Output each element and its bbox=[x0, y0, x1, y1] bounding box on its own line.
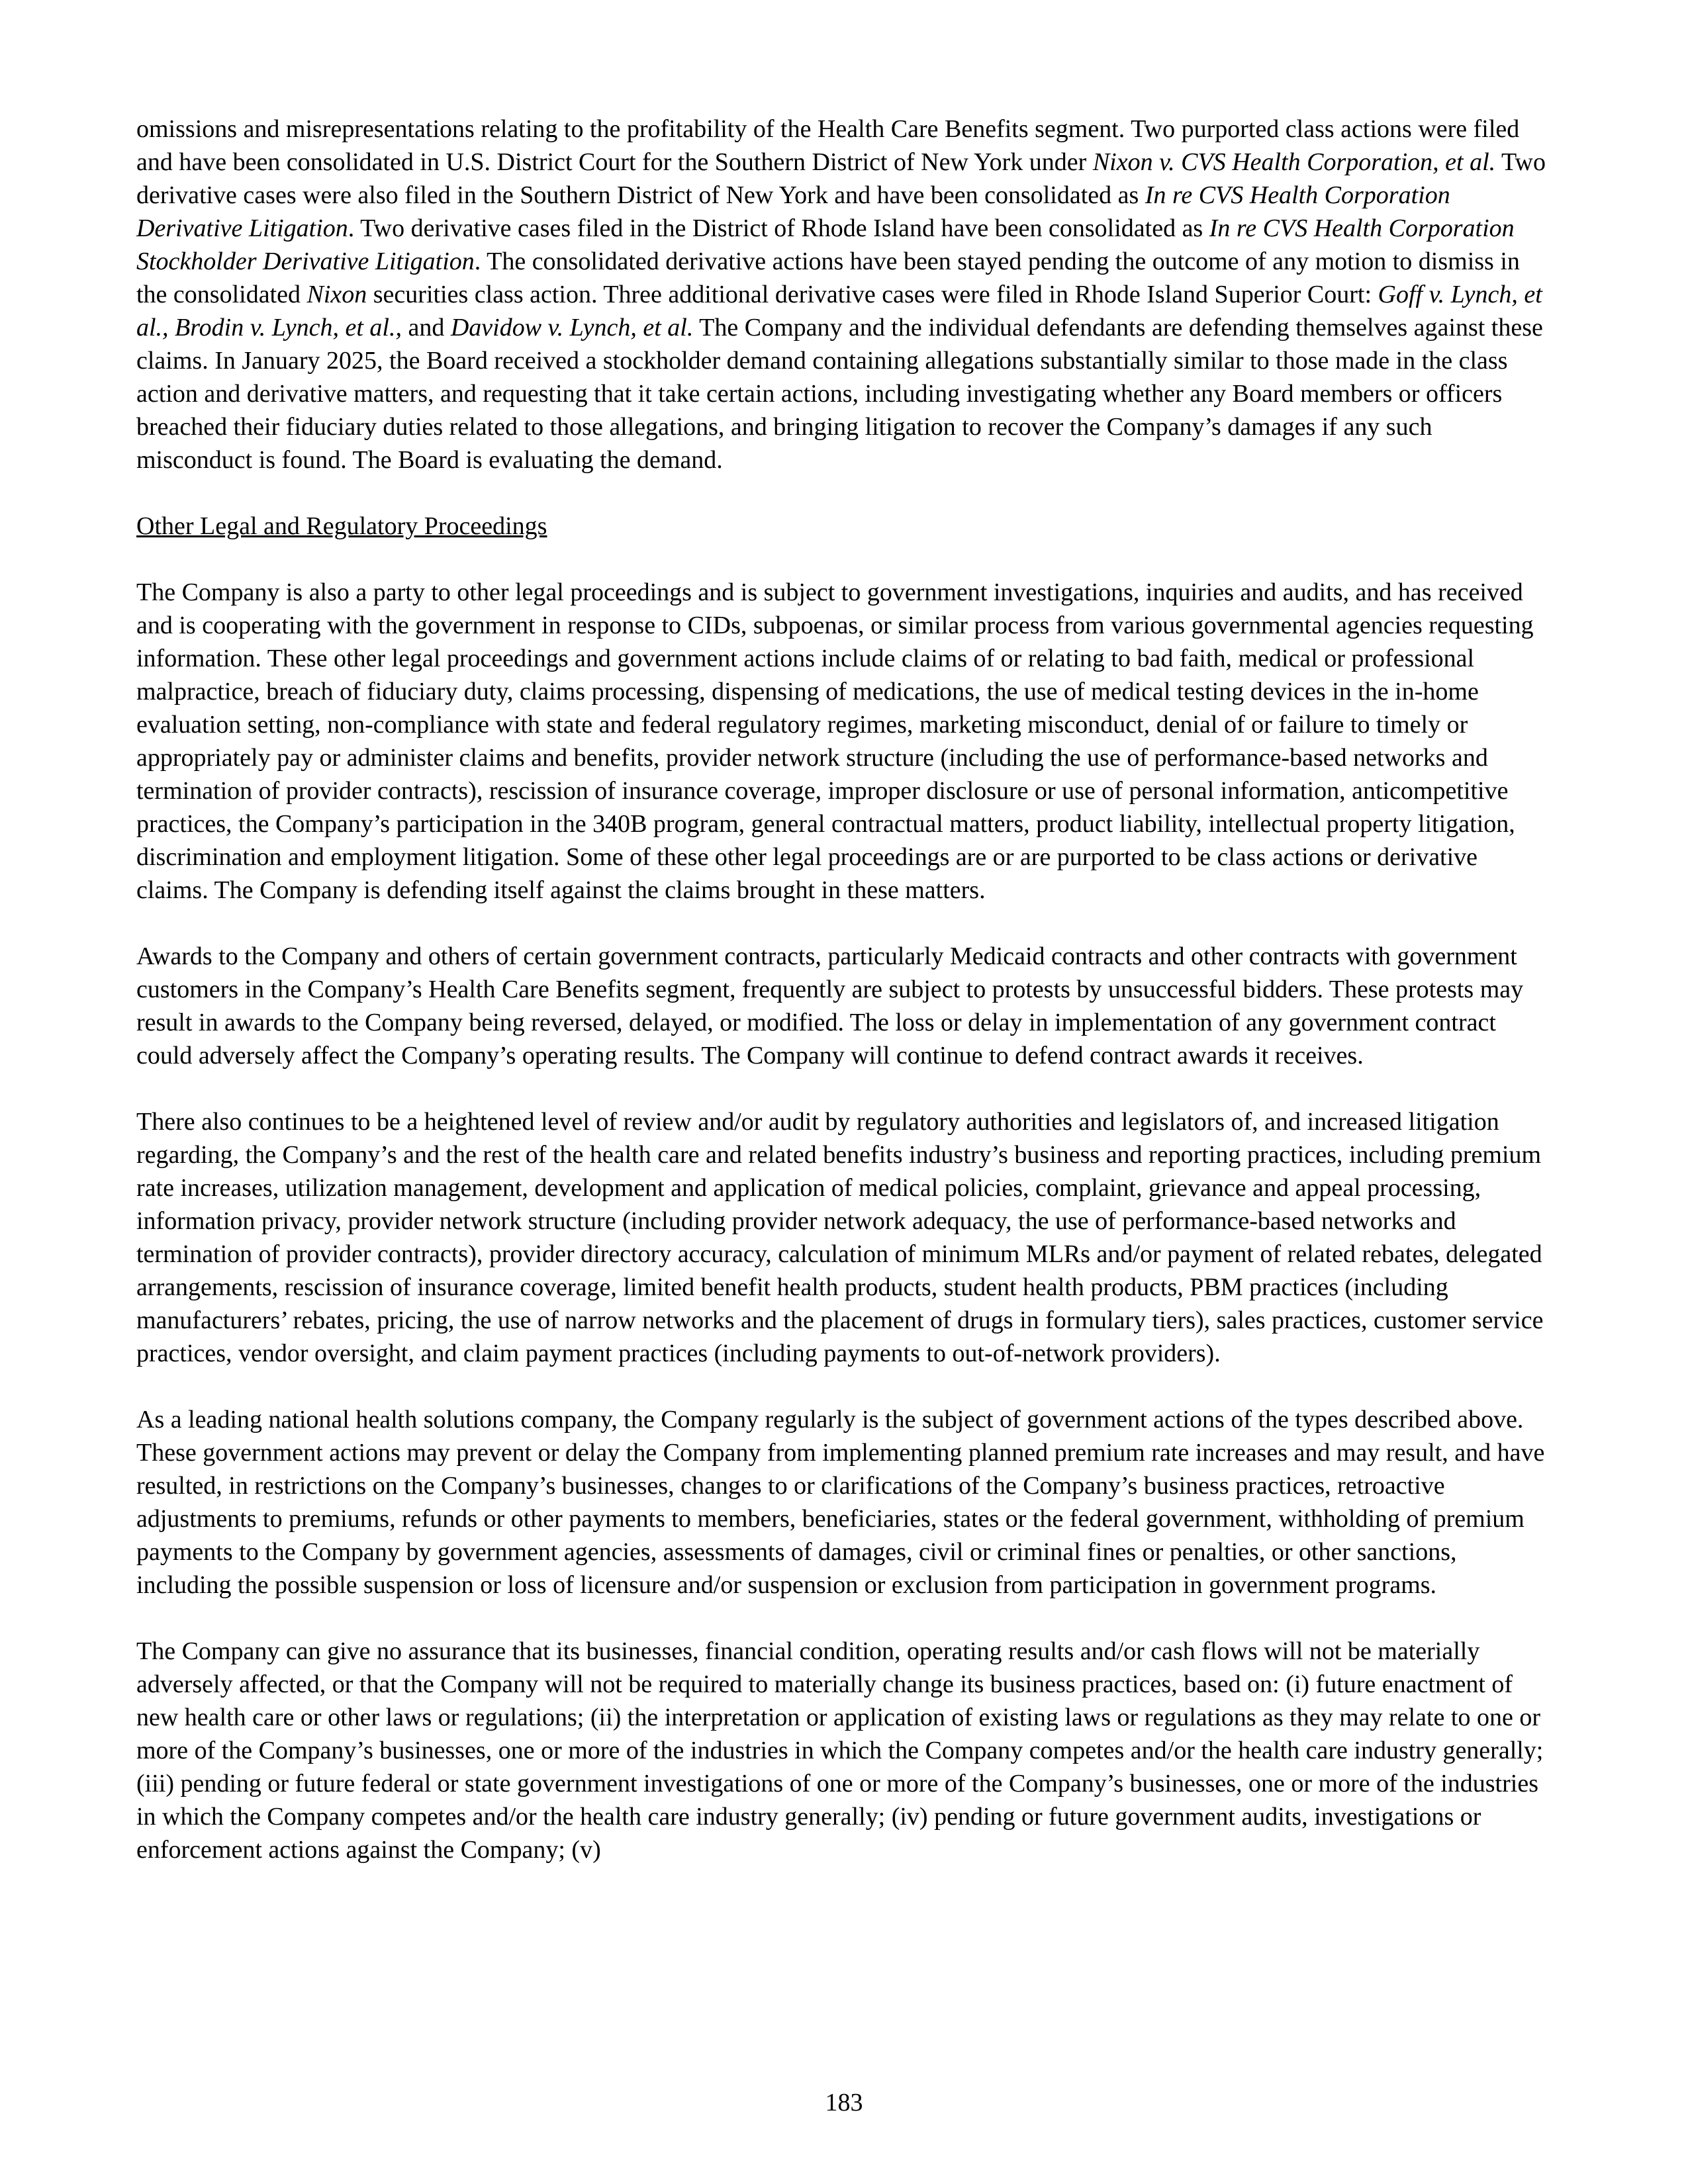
paragraph-contract-awards: Awards to the Company and others of certain government contracts, particularly Medicaid contracts and other contracts with government customers in the Company’s Health Care Benefits segment, frequently are subject to protests by unsuccessful bidders. These protests may result in awards to the Company being reversed, delayed, or modified. The loss or delay in implementation of any government contract could adversely affect the Company’s operating results. The Company will continue to defend contract awards it receives. bbox=[136, 942, 1524, 1069]
document-body bbox=[136, 113, 1553, 1899]
paragraph-government-actions: As a leading national health solutions company, the Company regularly is the subject of government actions of the types described above. These government actions may prevent or delay the Company from implementing planned premium rate increases and may result, and have resulted, in restrictions on the Company’s businesses, changes to or clarifications of the Company’s business practices, retroactive adjustments to premiums, refunds or other payments to members, beneficiaries, states or the federal government, withholding of premium payments to the Company by government agencies, assessments of damages, civil or criminal fines or penalties, or other sanctions, including the possible suspension or loss of licensure and/or suspension or exclusion from participation in government programs. bbox=[136, 1406, 1545, 1599]
case-name-nixon: Nixon v. CVS Health Corporation, et al. bbox=[1092, 148, 1496, 176]
text-run: and bbox=[401, 314, 451, 341]
case-name-davidow: Davidow v. Lynch, et al. bbox=[450, 314, 694, 341]
text-run: Two derivative cases were also filed in the Southern District of New York and have been consolidated as bbox=[136, 148, 1546, 209]
text-run: securities class action. Three additional derivative cases were filed in Rhode Island Superior Court: bbox=[367, 281, 1378, 308]
case-name-nixon-short: Nixon bbox=[306, 281, 367, 308]
case-names-goff-brodin: Goff v. Lynch, et al., Brodin v. Lynch, et al., bbox=[136, 281, 1542, 341]
paragraph-other-proceedings: The Company is also a party to other legal proceedings and is subject to government investigations, inquiries and audits, and has received and is cooperating with the government in response to CIDs, subpoenas, or similar process from various governmental agencies requesting information. These other legal proceedings and government actions include claims of or relating to bad faith, medical or professional malpractice, breach of fiduciary duty, claims processing, dispensing of medications, the use of medical testing devices in the in-home evaluation setting, non-compliance with state and federal regulatory regimes, marketing misconduct, denial of or failure to timely or appropriately pay or administer claims and benefits, provider network structure (including the use of performance-based networks and termination of provider contracts), rescission of insurance coverage, improper disclosure or use of personal information, anticompetitive practices, the Company’s participation in the 340B program, general contractual matters, product liability, intellectual property litigation, discrimination and employment litigation. Some of these other legal proceedings are or are purported to be class actions or derivative claims. The Company is defending itself against the claims brought in these matters. bbox=[136, 578, 1534, 904]
text-run: . Two derivative cases filed in the District of Rhode Island have been consolidated as bbox=[348, 214, 1209, 242]
paragraph-securities-litigation bbox=[136, 113, 1553, 477]
section-heading: Other Legal and Regulatory Proceedings bbox=[136, 512, 547, 540]
text-run: . The consolidated derivative actions have been stayed pending the outcome of any motion to dismiss in the consolidated bbox=[136, 248, 1520, 308]
page-number: 183 bbox=[825, 2089, 863, 2116]
paragraph-regulatory-review: There also continues to be a heightened level of review and/or audit by regulatory authorities and legislators of, and increased litigation regarding, the Company’s and the rest of the health care and related benefits industry’s business and reporting practices, including premium rate increases, utilization management, development and application of medical policies, complaint, grievance and appeal processing, information privacy, provider network structure (including provider network adequacy, the use of performance-based networks and termination of provider contracts), provider directory accuracy, calculation of minimum MLRs and/or payment of related rebates, delegated arrangements, rescission of insurance coverage, limited benefit health products, student health products, PBM practices (including manufacturers’ rebates, pricing, the use of narrow networks and the placement of drugs in formulary tiers), sales practices, customer service practices, vendor oversight, and claim payment practices (including payments to out-of-network providers). bbox=[136, 1108, 1544, 1367]
text-run: The Company and the individual defendants are defending themselves against these claims. In January 2025, the Board received a stockholder demand containing allegations substantially similar to those made in the class action and derivative matters, and requesting that it take certain actions, including investigating whether any Board members or officers breached their fiduciary duties related to those allegations, and bringing litigation to recover the Company’s damages if any such misconduct is found. The Board is evaluating the demand. bbox=[136, 314, 1543, 474]
case-name-derivative-litigation: In re CVS Health Corporation Derivative Litigation bbox=[136, 181, 1450, 242]
text-run: omissions and misrepresentations relating to the profitability of the Health Care Benefits segment. Two purported class actions were filed and have been consolidated in U.S. District Court for the Southern District of New York under bbox=[136, 115, 1520, 176]
paragraph-no-assurance: The Company can give no assurance that its businesses, financial condition, operating results and/or cash flows will not be materially adversely affected, or that the Company will not be required to materially change its business practices, based on: (i) future enactment of new health care or other laws or regulations; (ii) the interpretation or application of existing laws or regulations as they may relate to one or more of the Company’s businesses, one or more of the industries in which the Company competes and/or the health care industry generally; (iii) pending or future federal or state government investigations of one or more of the Company’s businesses, one or more of the industries in which the Company competes and/or the health care industry generally; (iv) pending or future government audits, investigations or enforcement actions against the Company; (v) bbox=[136, 1637, 1544, 1864]
case-name-stockholder-derivative-litigation: In re CVS Health Corporation Stockholder Derivative Litigation bbox=[136, 214, 1515, 275]
